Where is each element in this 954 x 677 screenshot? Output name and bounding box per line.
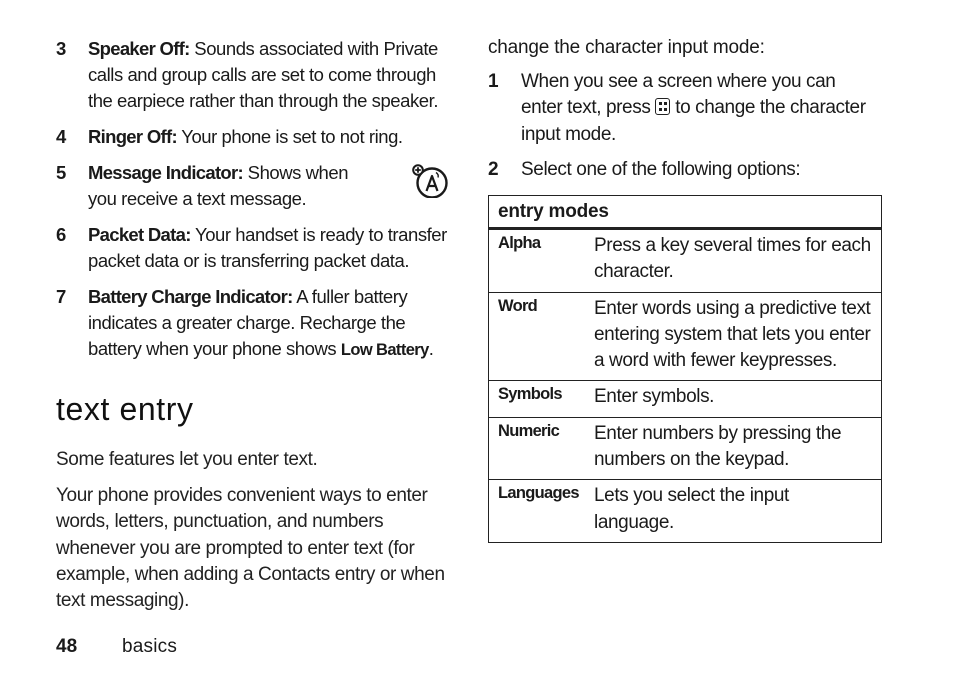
item-term: Battery Charge Indicator: [88, 286, 293, 307]
list-item-battery-indicator [56, 284, 448, 363]
step-1 [488, 69, 868, 148]
section-heading: text entry [56, 391, 194, 427]
table-header: entry modes [489, 196, 882, 229]
mode-name: Alpha [489, 229, 587, 293]
mode-name: Symbols [489, 381, 587, 417]
item-term: Packet Data: [88, 224, 191, 245]
mode-description: Enter words using a predictive text entering system that lets you enter a word with fewer keypresses. [586, 292, 882, 381]
table-row [489, 292, 882, 381]
item-text: Your phone is set to not ring. [176, 126, 403, 147]
footer-section-label: basics [122, 636, 178, 657]
mode-description: Press a key several times for each character. [586, 229, 882, 293]
list-item-speaker-off [56, 36, 448, 114]
mode-name: Numeric [489, 417, 587, 480]
table-header-row [489, 196, 882, 229]
body-paragraph: Your phone provides convenient ways to enter words, letters, punctuation, and numbers whenever you are prompted to enter text (for example, when adding a Contacts entry or when text messaging). [56, 485, 445, 612]
item-text-end: . [428, 338, 434, 359]
item-term: Speaker Off: [88, 38, 190, 59]
list-item-message-indicator [56, 160, 448, 212]
step-number: 2 [488, 159, 499, 180]
mode-description: Lets you select the input language. [586, 480, 882, 543]
table-row [489, 229, 882, 293]
list-item-packet-data [56, 222, 448, 274]
step-text: Select one of the following options: [521, 159, 801, 180]
step-text: When you see a screen where you can enter text, press [521, 71, 836, 119]
menu-key-icon [655, 98, 670, 115]
step-number: 1 [488, 71, 499, 92]
step-text-cont: to change the character input mode. [521, 97, 866, 145]
procedure-title: change the character input mode: [488, 37, 765, 58]
table-row [489, 480, 882, 543]
mode-name: Languages [489, 480, 587, 543]
mode-name: Word [489, 292, 587, 381]
mode-description: Enter numbers by pressing the numbers on the keypad. [586, 417, 882, 480]
item-term: Message Indicator: [88, 162, 243, 183]
item-number: 3 [56, 38, 66, 59]
alert-badge-icon [412, 164, 450, 198]
item-text: Sounds associated with Private calls and group calls are set to come through the earpiece rather than through the speaker. [88, 38, 439, 111]
item-number: 5 [56, 162, 66, 183]
list-item-ringer-off [56, 124, 448, 150]
item-text: Your handset is ready to transfer packet data or is transferring packet data. [88, 224, 447, 271]
page-number: 48 [56, 636, 78, 657]
mode-description: Enter symbols. [586, 381, 882, 417]
intro-paragraph: Some features let you enter text. [56, 449, 318, 470]
item-number: 4 [56, 126, 66, 147]
item-number: 7 [56, 286, 66, 307]
item-text: Shows when you receive a text message. [88, 162, 349, 209]
entry-modes-table [488, 195, 882, 543]
step-2 [488, 157, 868, 183]
item-number: 6 [56, 224, 66, 245]
item-text: A fuller battery indicates a greater charge. Recharge the battery when your phone shows [88, 286, 408, 359]
table-row [489, 417, 882, 480]
table-row [489, 381, 882, 417]
item-term: Ringer Off: [88, 126, 177, 147]
status-icon-list [56, 36, 448, 373]
display-term-low-battery: Low Battery [340, 341, 429, 359]
